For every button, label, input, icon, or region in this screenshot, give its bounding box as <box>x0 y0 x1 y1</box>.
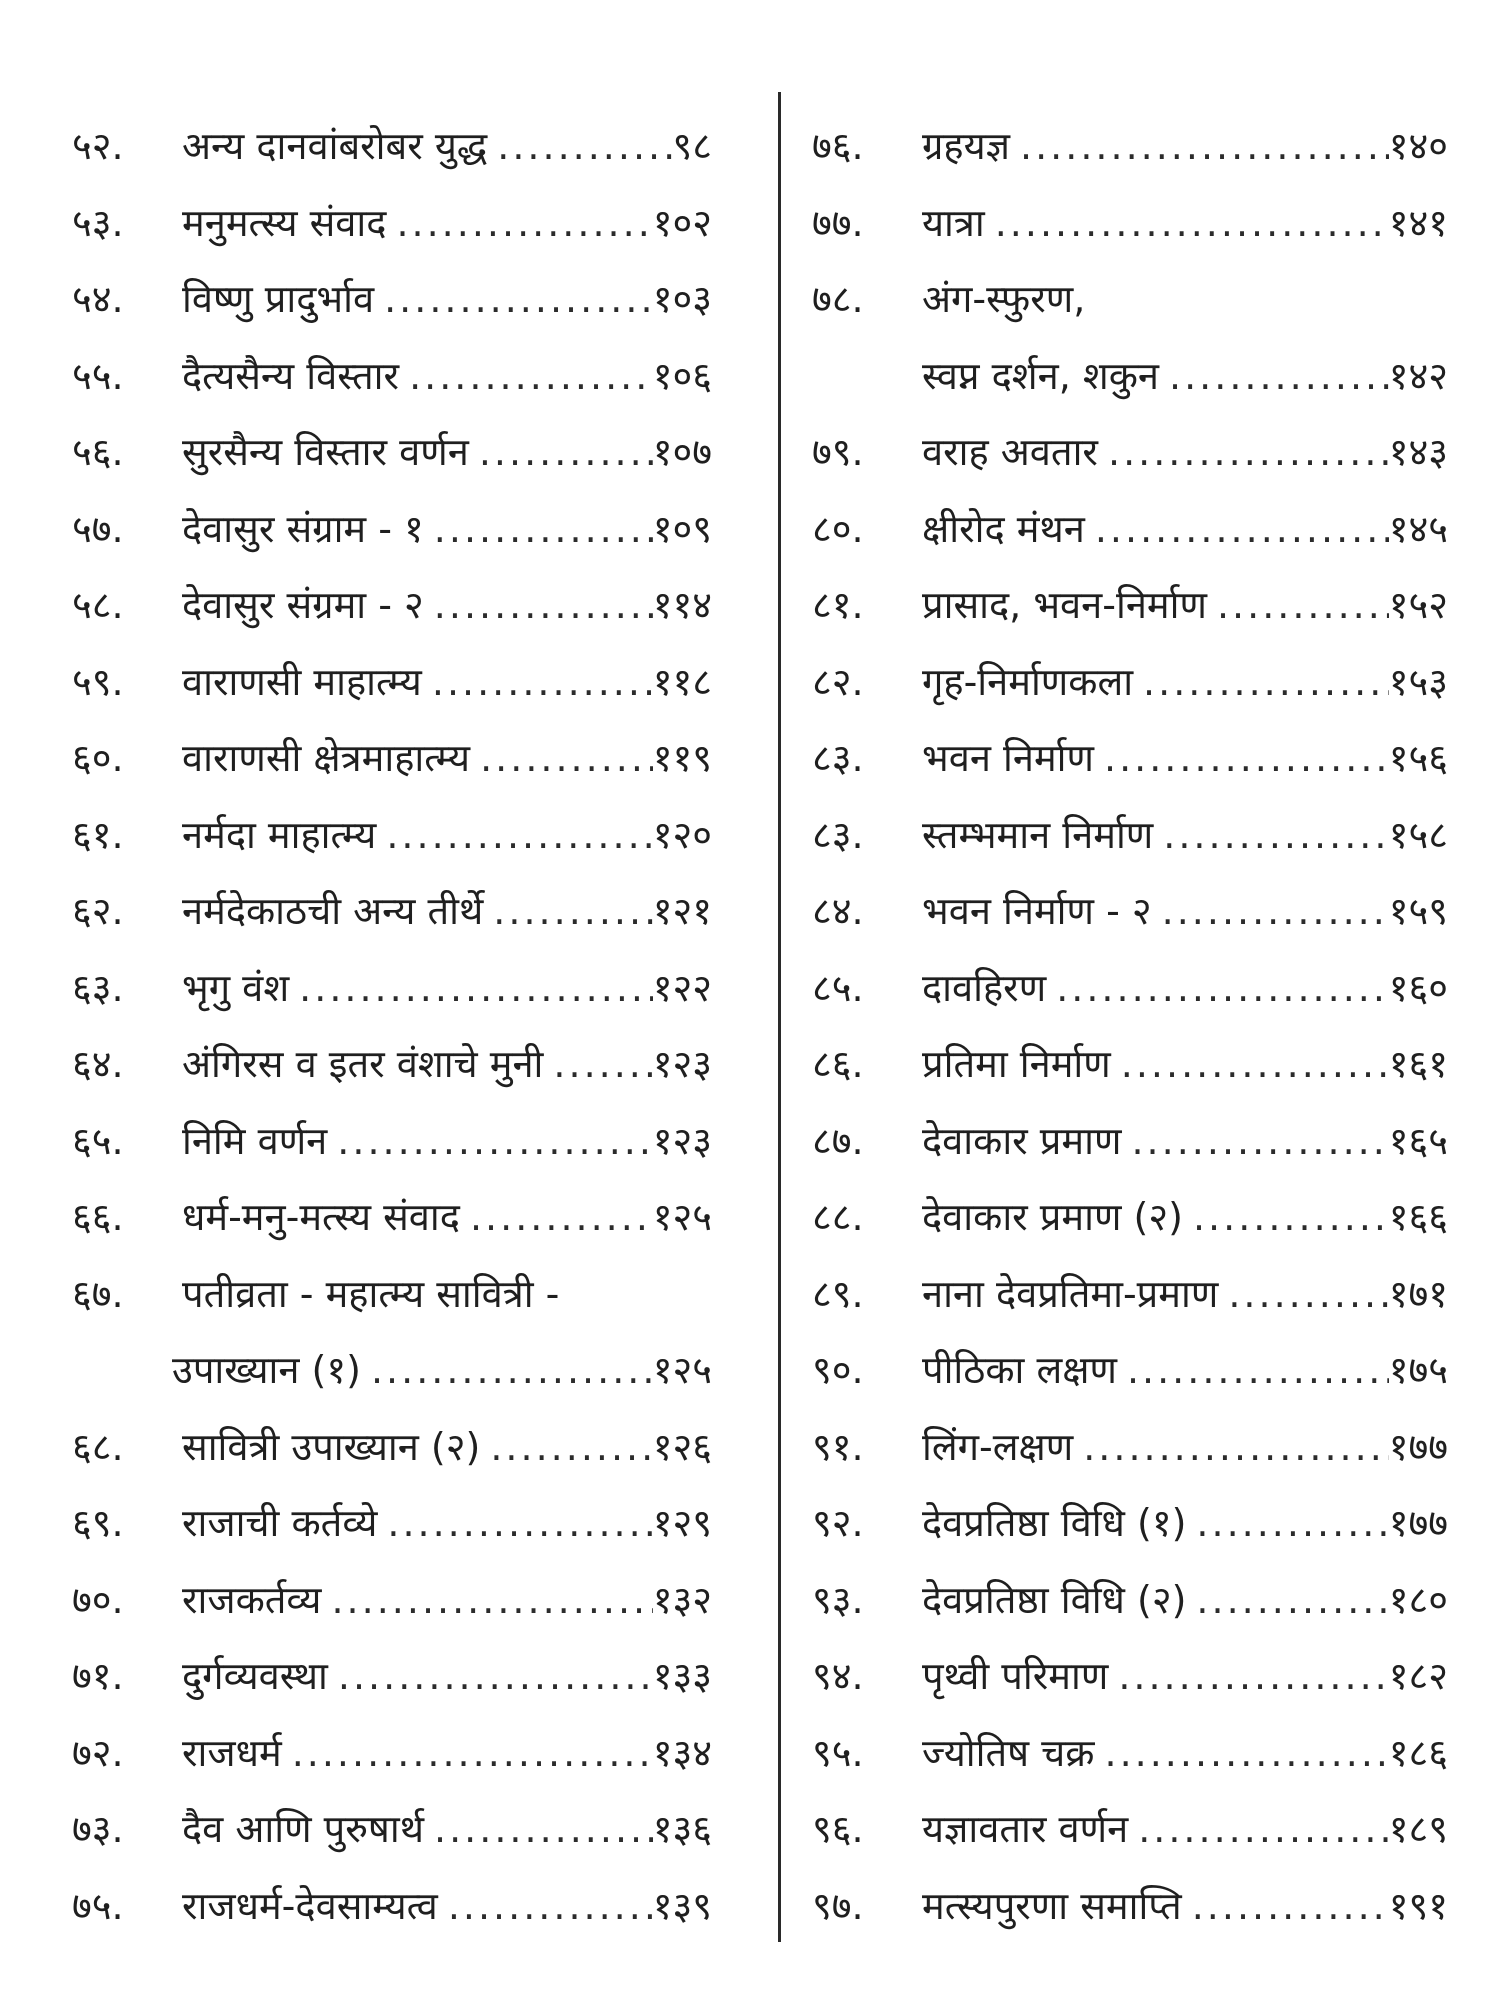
leader-dots <box>1152 873 1389 950</box>
entry-page-number: १४५ <box>1388 506 1448 551</box>
leader-dots <box>1159 338 1389 415</box>
entry-title: राजधर्म <box>182 1730 282 1775</box>
leader-dots <box>1111 1026 1389 1103</box>
leader-dots <box>1046 950 1389 1027</box>
entry-title: राजाची कर्तव्ये <box>182 1501 378 1545</box>
entry-number: ५६. <box>72 430 124 474</box>
entry-number: ९६. <box>812 1807 864 1851</box>
entry-page-number: १२१ <box>652 889 712 933</box>
entry-title: नर्मदेकाठची अन्य तीर्थे <box>182 889 484 933</box>
entry-title: सुरसैन्य विस्तार वर्णन <box>182 430 469 474</box>
entry-number: ५७. <box>72 506 124 551</box>
toc-entry <box>812 1562 1448 1639</box>
entry-page-number: १३६ <box>652 1807 712 1851</box>
entry-title: वाराणसी माहात्म्य <box>182 659 422 704</box>
entry-page-number: १४० <box>1388 124 1448 168</box>
entry-title: यज्ञावतार वर्णन <box>922 1807 1129 1851</box>
entry-title: स्तम्भमान निर्माण <box>922 812 1154 857</box>
leader-dots <box>1186 1485 1388 1562</box>
entry-page-number: १६१ <box>1388 1042 1448 1086</box>
entry-title: भवन निर्माण <box>922 736 1094 780</box>
entry-page-number: १७५ <box>1388 1348 1448 1392</box>
entry-page-number: १६० <box>1388 965 1448 1010</box>
entry-number: ६९. <box>72 1501 124 1545</box>
toc-entry <box>72 644 712 721</box>
leader-dots <box>289 950 653 1027</box>
entry-number: ८९. <box>812 1271 864 1316</box>
entry-number: ८३. <box>812 812 864 857</box>
leader-dots <box>438 1868 653 1945</box>
leader-dots <box>1186 1562 1388 1639</box>
toc-entry <box>812 1256 1448 1333</box>
entry-number: ९३. <box>812 1577 864 1622</box>
toc-entry <box>72 491 712 568</box>
toc-entry <box>72 108 712 185</box>
entry-page-number: १२२ <box>652 965 712 1010</box>
toc-entry <box>72 1715 712 1792</box>
toc-entry <box>72 1409 712 1486</box>
entry-number: ८७. <box>812 1118 864 1163</box>
toc-entry <box>72 185 712 262</box>
leader-dots <box>985 185 1389 262</box>
toc-entry <box>72 1103 712 1180</box>
entry-title: पतीव्रता - महात्म्य सावित्री - <box>182 1271 560 1316</box>
entry-page-number: १५२ <box>1388 583 1448 627</box>
entry-number: ६०. <box>72 736 124 780</box>
leader-dots <box>1108 1638 1388 1715</box>
entry-page-number: १८० <box>1388 1577 1448 1622</box>
toc-entry <box>812 797 1448 874</box>
entry-title: मनुमत्स्य संवाद <box>182 200 387 245</box>
leader-dots <box>1183 1179 1389 1256</box>
entry-title: अन्य दानवांबरोबर युद्ध <box>182 124 488 168</box>
leader-dots <box>424 567 653 644</box>
leader-dots <box>1182 1868 1389 1945</box>
leader-dots <box>1207 567 1389 644</box>
toc-entry <box>72 1026 712 1103</box>
leader-dots <box>422 644 653 721</box>
entry-page-number: १६६ <box>1388 1195 1448 1239</box>
entry-number: ५५. <box>72 353 124 398</box>
toc-entry <box>72 261 712 338</box>
entry-number: ५८. <box>72 583 124 627</box>
toc-entry <box>812 108 1448 185</box>
entry-title: सावित्री उपाख्यान (२) <box>182 1424 481 1469</box>
entry-number: ८५. <box>812 965 864 1010</box>
toc-entry <box>812 1179 1448 1256</box>
entry-number: ८२. <box>812 659 864 704</box>
entry-number: ६८. <box>72 1424 124 1469</box>
toc-entry-continuation <box>812 338 1448 415</box>
leader-dots <box>361 1332 653 1409</box>
leader-dots <box>399 338 653 415</box>
entry-page-number: ११८ <box>652 659 712 704</box>
entry-page-number: १२३ <box>652 1118 712 1163</box>
toc-entry <box>812 261 1448 338</box>
leader-dots <box>282 1715 653 1792</box>
entry-page-number: १७७ <box>1388 1424 1448 1469</box>
leader-dots <box>480 1409 652 1486</box>
toc-entry <box>72 1179 712 1256</box>
entry-title: राजकर्तव्य <box>182 1577 322 1622</box>
toc-entry <box>72 414 712 491</box>
entry-title: ग्रहयज्ञ <box>922 124 1011 168</box>
toc-entry <box>812 1026 1448 1103</box>
leader-dots <box>424 1791 653 1868</box>
entry-number: ६२. <box>72 889 124 933</box>
leader-dots <box>543 1026 652 1103</box>
entry-number: ७८. <box>812 277 864 321</box>
entry-title: मत्स्यपुरणा समाप्ति <box>922 1883 1182 1928</box>
leader-dots <box>321 1562 652 1639</box>
entry-title: भृगु वंश <box>182 965 290 1010</box>
entry-number: ९०. <box>812 1348 864 1392</box>
entry-title: दैत्यसैन्य विस्तार <box>182 353 400 398</box>
leader-dots <box>487 108 672 185</box>
leader-dots <box>483 873 652 950</box>
leader-dots <box>1153 797 1388 874</box>
entry-number: ६४. <box>72 1042 124 1086</box>
entry-number: ९१. <box>812 1424 864 1469</box>
entry-number: ५२. <box>72 124 124 168</box>
entry-page-number: ११४ <box>652 583 712 627</box>
leader-dots <box>1218 1256 1388 1333</box>
entry-title-continuation: स्वप्न दर्शन, शकुन <box>922 353 1159 398</box>
entry-number: ६७. <box>72 1271 124 1316</box>
toc-entry <box>812 1332 1448 1409</box>
column-divider <box>778 92 781 1942</box>
entry-page-number: १२० <box>652 812 712 857</box>
leader-dots <box>1121 1103 1388 1180</box>
entry-number: ८४. <box>812 889 864 933</box>
entry-page-number: १८६ <box>1388 1730 1448 1775</box>
entry-title: नर्मदा माहात्म्य <box>182 812 377 857</box>
entry-title: देवप्रतिष्ठा विधि (२) <box>922 1577 1187 1622</box>
entry-title: गृह-निर्माणकला <box>922 659 1134 704</box>
toc-entry <box>72 1256 712 1333</box>
toc-entry <box>812 414 1448 491</box>
entry-page-number: १४१ <box>1388 200 1448 245</box>
entry-page-number: १२६ <box>652 1424 712 1469</box>
entry-title-continuation: उपाख्यान (१) <box>172 1348 361 1392</box>
entry-number: ९२. <box>812 1501 864 1545</box>
toc-entry <box>812 185 1448 262</box>
toc-entry <box>812 1409 1448 1486</box>
entry-page-number: १०२ <box>652 200 712 245</box>
entry-title: क्षीरोद मंथन <box>922 506 1085 551</box>
entry-title: नाना देवप्रतिमा-प्रमाण <box>922 1271 1219 1316</box>
entry-title: अंग-स्फुरण, <box>922 277 1086 321</box>
leader-dots <box>460 1179 653 1256</box>
entry-number: ६६. <box>72 1195 124 1239</box>
entry-title: दावहिरण <box>922 965 1047 1010</box>
entry-number: ७१. <box>72 1654 124 1698</box>
entry-page-number: १७७ <box>1388 1501 1448 1545</box>
entry-page-number: १४२ <box>1388 353 1448 398</box>
leader-dots <box>1010 108 1389 185</box>
entry-title: प्रासाद, भवन-निर्माण <box>922 583 1207 627</box>
entry-number: ६५. <box>72 1118 124 1163</box>
entry-number: ८१. <box>812 583 864 627</box>
leader-dots <box>1133 644 1389 721</box>
entry-title: पीठिका लक्षण <box>922 1348 1117 1392</box>
toc-entry <box>812 873 1448 950</box>
toc-left-column <box>72 108 712 1944</box>
entry-page-number: १७१ <box>1388 1271 1448 1316</box>
entry-page-number: १८२ <box>1388 1654 1448 1698</box>
entry-number: ९७. <box>812 1883 864 1928</box>
leader-dots <box>1073 1409 1389 1486</box>
entry-title: धर्म-मनु-मत्स्य संवाद <box>182 1195 460 1239</box>
leader-dots <box>1117 1332 1389 1409</box>
leader-dots <box>374 261 653 338</box>
leader-dots <box>1085 491 1389 568</box>
entry-title: देवप्रतिष्ठा विधि (१) <box>922 1501 1187 1545</box>
toc-entry <box>812 644 1448 721</box>
entry-page-number: १८९ <box>1388 1807 1448 1851</box>
entry-number: ८६. <box>812 1042 864 1086</box>
entry-page-number: १०९ <box>652 506 712 551</box>
entry-title: दुर्गव्यवस्था <box>182 1654 328 1698</box>
toc-entry <box>812 1638 1448 1715</box>
leader-dots <box>386 185 652 262</box>
entry-title: देवासुर संग्रमा - २ <box>182 583 424 627</box>
leader-dots <box>469 414 653 491</box>
entry-title: दैव आणि पुरुषार्थ <box>182 1807 425 1851</box>
entry-page-number: १२९ <box>652 1501 712 1545</box>
entry-number: ५४. <box>72 277 124 321</box>
entry-title: विष्णु प्रादुर्भाव <box>182 277 375 321</box>
leader-dots <box>376 797 652 874</box>
toc-entry <box>812 1103 1448 1180</box>
entry-title: अंगिरस व इतर वंशाचे मुनी <box>182 1042 544 1086</box>
toc-entry <box>812 1791 1448 1868</box>
toc-entry <box>812 950 1448 1027</box>
entry-title: यात्रा <box>922 200 985 245</box>
leader-dots <box>1094 1715 1388 1792</box>
toc-entry <box>72 1638 712 1715</box>
entry-title: पृथ्वी परिमाण <box>922 1654 1109 1698</box>
leader-dots <box>1094 720 1389 797</box>
toc-entry <box>72 873 712 950</box>
entry-number: ७०. <box>72 1577 124 1622</box>
entry-number: ५९. <box>72 659 124 704</box>
entry-page-number: १३४ <box>652 1730 712 1775</box>
leader-dots <box>328 1638 653 1715</box>
toc-entry <box>812 1868 1448 1945</box>
entry-page-number: १५९ <box>1388 889 1448 933</box>
entry-title: वराह अवतार <box>922 430 1098 474</box>
entry-page-number: १२३ <box>652 1042 712 1086</box>
entry-number: ७३. <box>72 1807 124 1851</box>
entry-page-number: १४३ <box>1388 430 1448 474</box>
toc-right-column <box>812 108 1448 1944</box>
entry-number: ८८. <box>812 1195 864 1239</box>
entry-number: ६१. <box>72 812 124 857</box>
entry-number: ९५. <box>812 1730 864 1775</box>
entry-title: भवन निर्माण - २ <box>922 889 1152 933</box>
entry-title: प्रतिमा निर्माण <box>922 1042 1111 1086</box>
entry-page-number: १९१ <box>1388 1883 1448 1928</box>
toc-entry <box>812 1715 1448 1792</box>
entry-title: निमि वर्णन <box>182 1118 328 1163</box>
entry-number: ७९. <box>812 430 864 474</box>
leader-dots <box>1098 414 1389 491</box>
entry-number: ७७. <box>812 200 864 245</box>
toc-entry <box>72 338 712 415</box>
entry-number: ७६. <box>812 124 864 168</box>
leader-dots <box>470 720 653 797</box>
toc-entry <box>72 797 712 874</box>
toc-entry <box>812 491 1448 568</box>
entry-page-number: १६५ <box>1388 1118 1448 1163</box>
leader-dots <box>1128 1791 1389 1868</box>
entry-page-number: १३३ <box>652 1654 712 1698</box>
entry-title: देवाकार प्रमाण <box>922 1118 1122 1163</box>
toc-entry <box>72 950 712 1027</box>
entry-title: देवाकार प्रमाण (२) <box>922 1195 1183 1239</box>
leader-dots <box>424 491 653 568</box>
toc-entry-continuation <box>72 1332 712 1409</box>
entry-number: ७५. <box>72 1883 124 1928</box>
toc-entry <box>812 567 1448 644</box>
entry-title: देवासुर संग्राम - १ <box>182 506 424 551</box>
entry-number: ८३. <box>812 736 864 780</box>
entry-title: ज्योतिष चक्र <box>922 1730 1095 1775</box>
entry-page-number: ९८ <box>672 124 712 168</box>
entry-page-number: १३९ <box>652 1883 712 1928</box>
toc-entry <box>72 1485 712 1562</box>
entry-title: लिंग-लक्षण <box>922 1424 1074 1469</box>
leader-dots <box>377 1485 652 1562</box>
toc-entry <box>72 567 712 644</box>
entry-number: ९४. <box>812 1654 864 1698</box>
toc-entry <box>72 1562 712 1639</box>
toc-entry <box>812 1485 1448 1562</box>
entry-number: ६३. <box>72 965 124 1010</box>
toc-entry <box>72 1868 712 1945</box>
entry-page-number: ११९ <box>652 736 712 780</box>
entry-number: ५३. <box>72 200 124 245</box>
entry-page-number: १५८ <box>1388 812 1448 857</box>
entry-title: राजधर्म-देवसाम्यत्व <box>182 1883 438 1928</box>
entry-number: ७२. <box>72 1730 124 1775</box>
entry-page-number: १०३ <box>652 277 712 321</box>
toc-entry <box>72 720 712 797</box>
entry-page-number: १०६ <box>652 353 712 398</box>
entry-page-number: १२५ <box>652 1195 712 1239</box>
toc-entry <box>72 1791 712 1868</box>
entry-page-number: १५३ <box>1388 659 1448 704</box>
entry-title: वाराणसी क्षेत्रमाहात्म्य <box>182 736 471 780</box>
leader-dots <box>327 1103 652 1180</box>
entry-page-number: १२५ <box>652 1348 712 1392</box>
toc-entry <box>812 720 1448 797</box>
entry-page-number: १०७ <box>652 430 712 474</box>
entry-number: ८०. <box>812 506 864 551</box>
entry-page-number: १३२ <box>652 1577 712 1622</box>
entry-page-number: १५६ <box>1388 736 1448 780</box>
